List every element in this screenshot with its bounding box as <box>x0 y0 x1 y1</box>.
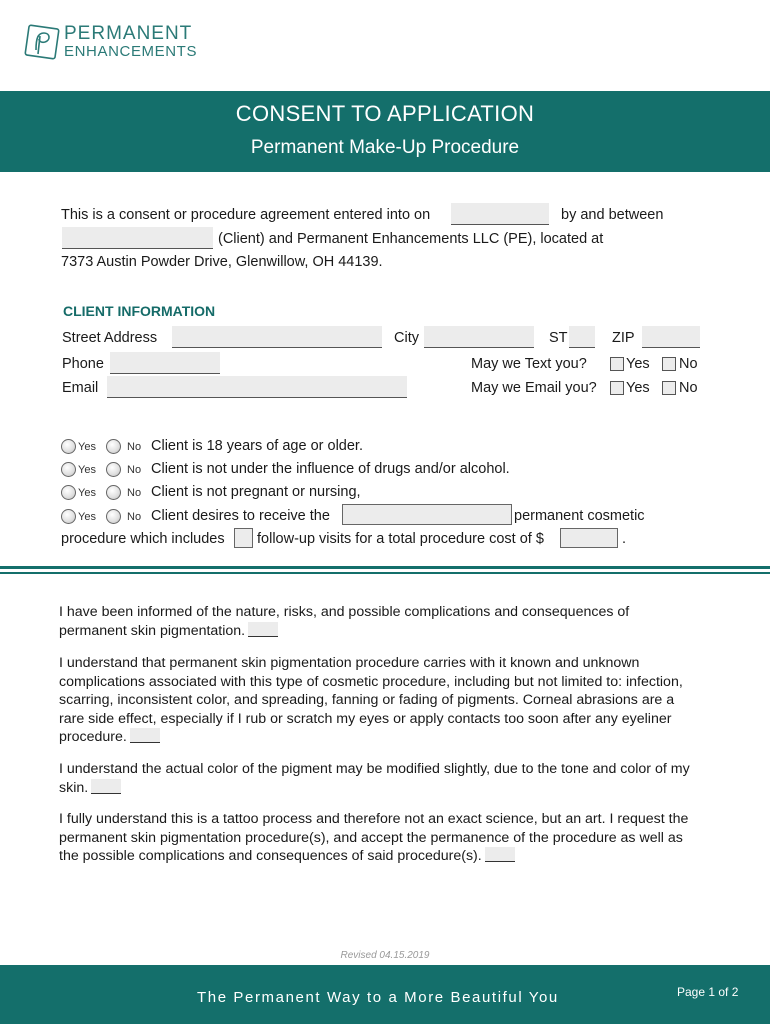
initials-field-2[interactable] <box>130 728 160 743</box>
page-number: Page 1 of 2 <box>677 985 739 999</box>
paragraph-tattoo <box>59 810 699 866</box>
intro-line3: 7373 Austin Powder Drive, Glenwillow, OH 44139. <box>61 254 383 270</box>
statement3-yes-label: Yes <box>78 487 96 499</box>
footer-tagline: The Permanent Way to a More Beautiful You <box>197 989 559 1006</box>
divider-rule-thin <box>0 572 770 574</box>
email-yes-checkbox[interactable] <box>610 381 624 395</box>
statement1-yes-radio[interactable] <box>61 439 76 454</box>
procedure-line2-end: . <box>622 531 627 547</box>
text-question: May we Text you? <box>471 356 587 372</box>
email-field[interactable] <box>107 376 407 398</box>
paragraph-color <box>59 760 699 797</box>
phone-label: Phone <box>62 356 104 372</box>
footer-band <box>0 965 770 1024</box>
statement3-no-label: No <box>127 487 142 499</box>
zip-field[interactable] <box>642 326 700 348</box>
statement2-text: Client is not under the influence of drugs and/or alcohol. <box>151 461 510 477</box>
text-no-label: No <box>679 356 698 372</box>
city-label: City <box>394 330 419 346</box>
statement4-no-label: No <box>127 511 142 523</box>
statement1-no-radio[interactable] <box>106 439 121 454</box>
zip-label: ZIP <box>612 330 635 346</box>
statement4-text: Client desires to receive the <box>151 508 330 524</box>
email-no-label: No <box>679 380 698 396</box>
email-yes-label: Yes <box>626 380 650 396</box>
statement3-yes-radio[interactable] <box>61 485 76 500</box>
statement2-yes-radio[interactable] <box>61 462 76 477</box>
statement1-text: Client is 18 years of age or older. <box>151 438 363 454</box>
initials-field-1[interactable] <box>248 622 278 637</box>
header-band <box>0 91 770 172</box>
divider-rule <box>0 566 770 569</box>
procedure-type-field[interactable] <box>342 504 512 525</box>
intro-line1-b: by and between <box>561 207 664 223</box>
text-yes-checkbox[interactable] <box>610 357 624 371</box>
intro-line2: (Client) and Permanent Enhancements LLC (PE), located at <box>218 231 604 247</box>
paragraph-complications-text: I understand that permanent skin pigmentation procedure carries with it known and unknown complications associated with this type of cosmetic procedure, including but not limited to: infection, scarring, inconsistent color, and spreading, fanning or fading of pigments. Corneal abrasions are a rare side effect, especially if I rub or scratch my eyes or apply contacts too soon after any eyeliner procedure. <box>59 655 683 745</box>
phone-field[interactable] <box>110 352 220 374</box>
brand-line1: PERMANENT <box>64 23 193 44</box>
statement2-no-radio[interactable] <box>106 462 121 477</box>
text-yes-label: Yes <box>626 356 650 372</box>
revised-date: Revised 04.15.2019 <box>340 950 430 961</box>
client-name-field[interactable] <box>62 227 213 249</box>
initials-field-4[interactable] <box>485 847 515 862</box>
statement3-text: Client is not pregnant or nursing, <box>151 484 361 500</box>
text-no-checkbox[interactable] <box>662 357 676 371</box>
statement3-no-radio[interactable] <box>106 485 121 500</box>
city-field[interactable] <box>424 326 534 348</box>
date-field[interactable] <box>451 203 549 225</box>
email-no-checkbox[interactable] <box>662 381 676 395</box>
client-info-heading: CLIENT INFORMATION <box>63 303 216 319</box>
statement2-yes-label: Yes <box>78 464 96 476</box>
statement1-yes-label: Yes <box>78 441 96 453</box>
st-label: ST <box>549 330 568 346</box>
procedure-after-field: permanent cosmetic <box>514 508 645 524</box>
paragraph-complications <box>59 654 699 747</box>
statement4-no-radio[interactable] <box>106 509 121 524</box>
statement4-yes-radio[interactable] <box>61 509 76 524</box>
intro-line1-a: This is a consent or procedure agreement entered into on <box>61 207 431 223</box>
initials-field-3[interactable] <box>91 779 121 794</box>
procedure-line2-b: follow-up visits for a total procedure cost of $ <box>257 531 544 547</box>
paragraph-tattoo-text: I fully understand this is a tattoo process and therefore not an exact science, but an art. I request the permanent skin pigmentation procedure(s), and accept the permanence of the procedure as well as the possible complications and consequences of said procedure(s). <box>59 811 689 864</box>
paragraph-color-text: I understand the actual color of the pigment may be modified slightly, due to the tone and color of my skin. <box>59 761 690 796</box>
email-question: May we Email you? <box>471 380 597 396</box>
logo-icon <box>24 24 60 60</box>
statement2-no-label: No <box>127 464 142 476</box>
street-label: Street Address <box>62 330 158 346</box>
brand-line2: ENHANCEMENTS <box>64 43 198 60</box>
page-subtitle: Permanent Make-Up Procedure <box>250 137 520 158</box>
statement1-no-label: No <box>127 441 142 453</box>
state-field[interactable] <box>569 326 595 348</box>
statement4-yes-label: Yes <box>78 511 96 523</box>
street-address-field[interactable] <box>172 326 382 348</box>
paragraph-informed <box>59 603 699 640</box>
email-label: Email <box>62 380 99 396</box>
page-title: CONSENT TO APPLICATION <box>235 101 535 126</box>
followup-count-field[interactable] <box>234 528 253 548</box>
procedure-line2-a: procedure which includes <box>61 531 225 547</box>
procedure-cost-field[interactable] <box>560 528 618 548</box>
brand-name <box>64 25 197 61</box>
paragraph-informed-text: I have been informed of the nature, risks, and possible complications and consequences of permanent skin pigmentation. <box>59 604 630 639</box>
